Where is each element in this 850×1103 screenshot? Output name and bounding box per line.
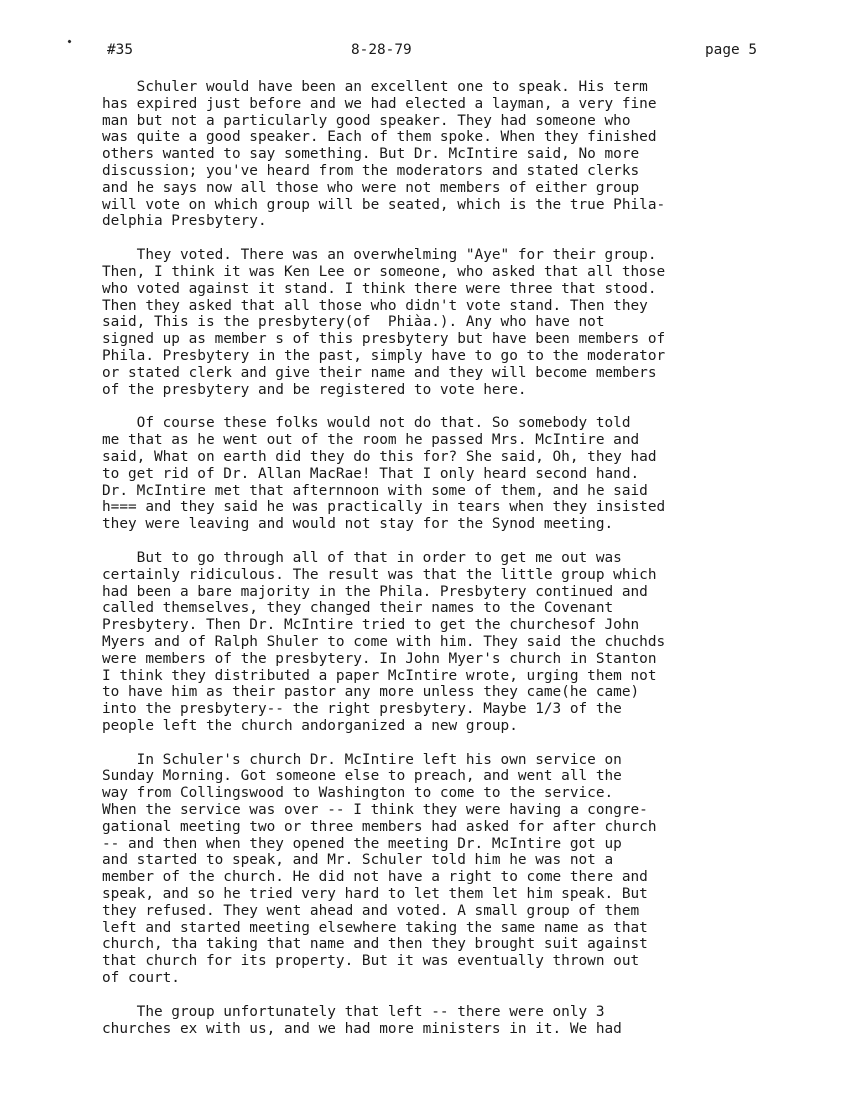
text-line: to have him as their pastor any more unless they came(he came) <box>102 684 640 701</box>
text-line: Schuler would have been an excellent one to speak. His term <box>102 79 648 95</box>
text-line: They voted. There was an overwhelming "Aye" for their group. <box>102 247 657 264</box>
text-line: of the presbytery and be registered to vote here. <box>102 381 527 398</box>
text-line: or stated clerk and give their name and they will become members <box>102 364 657 381</box>
text-line: man but not a particularly good speaker. They had someone who <box>102 112 631 129</box>
text-line: has expired just before and we had elected a layman, a very fine <box>102 95 657 112</box>
text-line: to get rid of Dr. Allan MacRae! That I only heard second hand. <box>102 465 640 482</box>
paragraph <box>102 247 782 398</box>
text-line: In Schuler's church Dr. McIntire left his own service on <box>102 751 622 768</box>
page-number: page 5 <box>705 42 757 58</box>
paragraph <box>102 415 782 533</box>
text-line: who voted against it stand. I think there were three that stood. <box>102 280 657 297</box>
text-line: will vote on which group will be seated, which is the true Phila- <box>102 196 666 213</box>
text-line: certainly ridiculous. The result was that the little group which <box>102 566 657 583</box>
text-line: and started to speak, and Mr. Schuler told him he was not a <box>102 852 614 869</box>
text-line: way from Collingswood to Washington to come to the service. <box>102 785 614 802</box>
text-line: churches ex with us, and we had more ministers in it. We had <box>102 1020 622 1037</box>
page-header <box>107 42 767 62</box>
text-line: -- and then when they opened the meeting Dr. McIntire got up <box>102 835 622 852</box>
text-line: But to go through all of that in order to get me out was <box>102 549 622 566</box>
text-line: Then they asked that all those who didn't vote stand. Then they <box>102 297 648 314</box>
text-line: they refused. They went ahead and voted. A small group of them <box>102 902 640 919</box>
text-line: called themselves, they changed their names to the Covenant <box>102 600 614 617</box>
text-line: people left the church andorganized a new group. <box>102 717 518 734</box>
text-line: that church for its property. But it was eventually thrown out <box>102 953 640 970</box>
text-line: others wanted to say something. But Dr. McIntire said, No more <box>102 146 640 163</box>
paragraph <box>102 79 782 230</box>
text-line: said, What on earth did they do this for? She said, Oh, they had <box>102 448 657 465</box>
paragraph <box>102 550 782 735</box>
text-line: had been a bare majority in the Phila. Presbytery continued and <box>102 583 648 600</box>
text-line: and he says now all those who were not members of either group <box>102 179 640 196</box>
text-line: said, This is the presbytery(of Phiàa.). Any who have not <box>102 314 605 331</box>
text-line: into the presbytery-- the right presbytery. Maybe 1/3 of the <box>102 701 622 718</box>
text-line: me that as he went out of the room he passed Mrs. McIntire and <box>102 432 640 449</box>
text-line: Sunday Morning. Got someone else to preach, and went all the <box>102 768 622 785</box>
text-line: h=== and they said he was practically in tears when they insisted <box>102 499 666 516</box>
document-body <box>102 79 782 1054</box>
text-line: Phila. Presbytery in the past, simply have to go to the moderator <box>102 347 666 364</box>
text-line: discussion; you've heard from the moderators and stated clerks <box>102 162 640 179</box>
text-line: left and started meeting elsewhere taking the same name as that <box>102 919 648 936</box>
text-line: When the service was over -- I think they were having a congre- <box>102 802 648 819</box>
ink-speck <box>67 39 71 43</box>
text-line: church, tha taking that name and then they brought suit against <box>102 936 648 953</box>
text-line: they were leaving and would not stay for the Synod meeting. <box>102 516 614 533</box>
text-line: Dr. McIntire met that afternnoon with some of them, and he said <box>102 482 648 499</box>
text-line: was quite a good speaker. Each of them spoke. When they finished <box>102 129 657 146</box>
text-line: were members of the presbytery. In John Myer's church in Stanton <box>102 650 657 667</box>
paragraph <box>102 752 782 987</box>
transcript-number: #35 <box>107 42 133 58</box>
text-line: of court. <box>102 970 180 987</box>
text-line: Then, I think it was Ken Lee or someone, who asked that all those <box>102 263 666 280</box>
text-line: gational meeting two or three members had asked for after church <box>102 818 657 835</box>
text-line: signed up as member s of this presbytery but have been members of <box>102 331 666 348</box>
transcript-date: 8-28-79 <box>351 42 412 58</box>
text-line: I think they distributed a paper McIntire wrote, urging them not <box>102 667 657 684</box>
text-line: Presbytery. Then Dr. McIntire tried to get the churchesof John <box>102 617 640 634</box>
text-line: speak, and so he tried very hard to let them let him speak. But <box>102 886 648 903</box>
text-line: member of the church. He did not have a right to come there and <box>102 869 648 886</box>
text-line: The group unfortunately that left -- there were only 3 <box>102 1003 605 1020</box>
paragraph <box>102 1004 782 1038</box>
text-line: Myers and of Ralph Shuler to come with him. They said the chuchds <box>102 633 666 650</box>
text-line: Of course these folks would not do that. So somebody told <box>102 415 631 432</box>
text-line: delphia Presbytery. <box>102 213 267 230</box>
